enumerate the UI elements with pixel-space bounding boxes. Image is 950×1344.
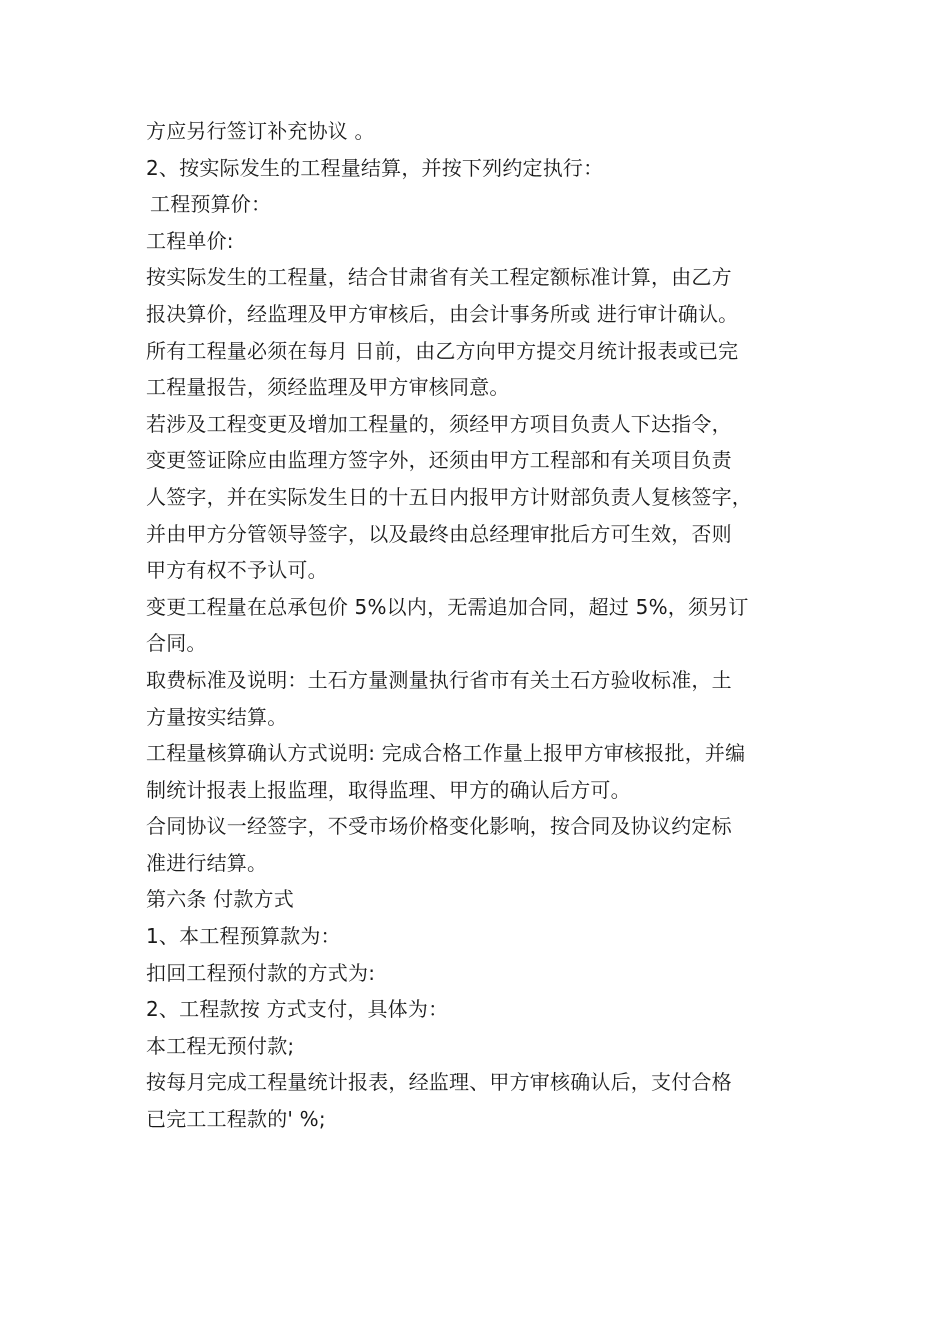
text-line: 取费标准及说明：土石方量测量执行省市有关土石方验收标准，土 bbox=[146, 667, 732, 692]
text-line: 工程量报告，须经监理及甲方审核同意。 bbox=[146, 375, 510, 400]
text-line: 按实际发生的工程量，结合甘肃省有关工程定额标准计算，由乙方 bbox=[146, 265, 732, 290]
text-line: 1、本工程预算款为： bbox=[146, 924, 341, 949]
text-line: 方量按实结算。 bbox=[146, 704, 288, 729]
text-line: 工程预算价： bbox=[150, 192, 272, 217]
text-line: 方应另行签订补充协议 。 bbox=[146, 119, 375, 143]
text-line: 变更签证除应由监理方签字外，还须由甲方工程部和有关项目负责 bbox=[146, 448, 732, 473]
text-line: 合同协议一经签字，不受市场价格变化影响，按合同及协议约定标 bbox=[146, 814, 732, 839]
text-line: 按每月完成工程量统计报表，经监理、甲方审核确认后，支付合格 bbox=[146, 1070, 732, 1095]
text-line: 2、工程款按 方式支付，具体为： bbox=[146, 997, 449, 1022]
section-heading: 第六条 付款方式 bbox=[146, 887, 294, 912]
text-line: 甲方有权不予认可。 bbox=[146, 558, 328, 583]
text-line: 若涉及工程变更及增加工程量的，须经甲方项目负责人下达指令， bbox=[146, 411, 732, 436]
text-line: 制统计报表上报监理，取得监理、甲方的确认后方可。 bbox=[146, 777, 631, 802]
text-line: 准进行结算。 bbox=[146, 850, 268, 875]
text-line: 工程单价: bbox=[146, 228, 234, 253]
text-line: 扣回工程预付款的方式为: bbox=[146, 960, 376, 985]
document-body bbox=[146, 113, 826, 1138]
text-line: 本工程无预付款; bbox=[146, 1033, 295, 1058]
text-line: 已完工工程款的' %; bbox=[146, 1107, 326, 1132]
text-line: 2、按实际发生的工程量结算，并按下列约定执行： bbox=[146, 155, 604, 180]
text-line: 报决算价，经监理及甲方审核后，由会计事务所或 进行审计确认。 bbox=[146, 301, 739, 326]
text-line: 并由甲方分管领导签字，以及最终由总经理审批后方可生效，否则 bbox=[146, 521, 732, 546]
text-line: 所有工程量必须在每月 日前，由乙方向甲方提交月统计报表或已完 bbox=[146, 338, 739, 363]
text-line: 人签字，并在实际发生日的十五日内报甲方计财部负责人复核签字， bbox=[146, 484, 752, 509]
text-line: 合同。 bbox=[146, 631, 207, 656]
text-line: 工程量核算确认方式说明: 完成合格工作量上报甲方审核报批，并编 bbox=[146, 741, 746, 766]
text-line: 变更工程量在总承包价 5%以内，无需追加合同，超过 5%，须另订 bbox=[146, 594, 749, 619]
